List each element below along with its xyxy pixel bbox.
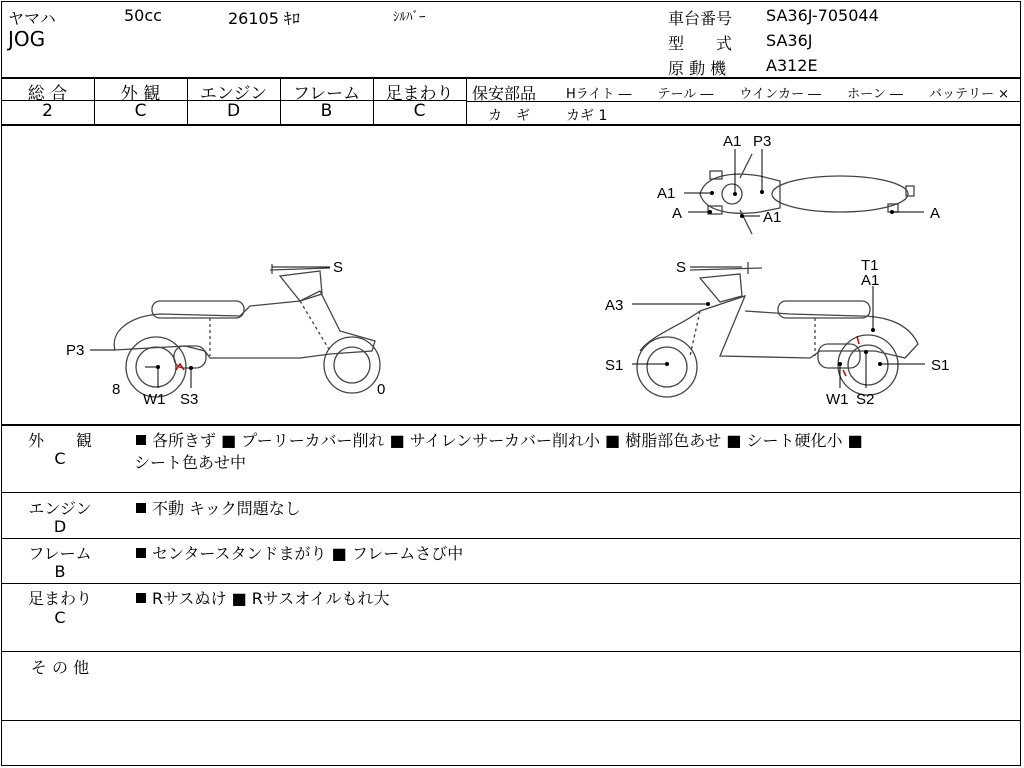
diagram-label: S (676, 259, 687, 276)
grade-label-overall: 総 合 (27, 84, 68, 104)
engine: A312E (766, 56, 818, 75)
diagram-label: W1 (826, 391, 849, 408)
diagram-label: A (672, 205, 683, 222)
grade-value-suspension: C (413, 101, 426, 121)
diagram-label: S3 (180, 391, 199, 408)
diagram-label: A3 (605, 297, 624, 314)
divider (1, 424, 1021, 426)
divider (1, 720, 1021, 721)
grade-value-engine: D (226, 101, 241, 121)
divider (1, 651, 1021, 652)
section-title-suspension: 足まわり (27, 589, 92, 608)
divider (1, 583, 1021, 584)
key-label: カ ギ (488, 108, 530, 124)
type: SA36J (766, 31, 813, 50)
grade-label-exterior: 外 観 (120, 84, 161, 104)
section-title-engine: エンジン (28, 499, 92, 518)
bullet-icon (136, 593, 146, 603)
section-line-exterior: 各所きず ■ プーリーカバー削れ ■ サイレンサーカバー削れ小 ■ 樹脂部色あせ ■ シート硬化小 ■ (136, 428, 863, 451)
section-line2-exterior: シート色あせ中 (134, 453, 247, 472)
mileage: 26105 ｷﾛ (228, 9, 300, 28)
section-title-exterior: 外 観 (27, 431, 92, 450)
grade-label-frame: フレーム (292, 84, 361, 104)
diagram-label: S (333, 259, 344, 276)
damage-diagram (0, 126, 1024, 424)
diagram-label: A1 (861, 272, 880, 289)
grade-label-engine: エンジン (199, 84, 268, 104)
bullet-icon (136, 435, 146, 445)
diagram-label: P3 (66, 342, 85, 359)
divider (1, 538, 1021, 539)
frame-no-label: 車台番号 (668, 9, 733, 28)
diagram-label: S2 (856, 391, 875, 408)
section-grade-exterior: C (54, 449, 66, 468)
engine-label: 原 動 機 (668, 59, 727, 78)
diagram-label: A (930, 205, 941, 222)
diagram-label: A1 (763, 209, 782, 226)
section-line-engine: 不動 キック問題なし (136, 496, 301, 519)
section-grade-engine: D (53, 517, 67, 536)
diagram-label: A1 (723, 133, 742, 150)
grade-value-overall: 2 (42, 101, 53, 121)
section-title-frame: フレーム (28, 544, 92, 563)
diagram-label: W1 (143, 391, 166, 408)
key-value: カギ 1 (566, 108, 608, 124)
diagram-label: 0 (377, 381, 386, 398)
diagram-label: A1 (657, 185, 676, 202)
scooter-left-view (114, 264, 380, 397)
scooter-top-view (700, 154, 914, 234)
model-name: JOG (8, 27, 46, 51)
grade-value-frame: B (320, 101, 333, 121)
type-label: 型 式 (668, 34, 733, 53)
divider (466, 78, 467, 124)
section-grade-suspension: C (54, 608, 66, 627)
diagram-label: T1 (861, 257, 879, 274)
bullet-icon (136, 503, 146, 513)
diagram-label: P3 (753, 133, 772, 150)
grade-value-exterior: C (134, 101, 147, 121)
maker: ヤマハ (8, 9, 56, 28)
safety-items: Hライト ― テール ― ウインカー ― ホーン ― バッテリー × (566, 87, 1010, 102)
diagram-label: S1 (931, 357, 950, 374)
displacement: 50cc (124, 6, 162, 25)
frame-no: SA36J-705044 (766, 6, 879, 25)
grade-label-suspension: 足まわり (385, 84, 454, 104)
color: ｼﾙﾊﾞｰ (393, 10, 426, 25)
section-title-other: そ の 他 (30, 658, 90, 677)
diagram-label: S1 (605, 357, 624, 374)
safety-label: 保安部品 (472, 84, 537, 103)
bullet-icon (136, 548, 146, 558)
diagram-label: 8 (112, 381, 121, 398)
section-grade-frame: B (54, 562, 66, 581)
section-line-suspension: Rサスぬけ ■ Rサスオイルもれ大 (136, 586, 389, 609)
divider (1, 492, 1021, 493)
section-line-frame: センタースタンドまがり ■ フレームさび中 (136, 541, 463, 564)
